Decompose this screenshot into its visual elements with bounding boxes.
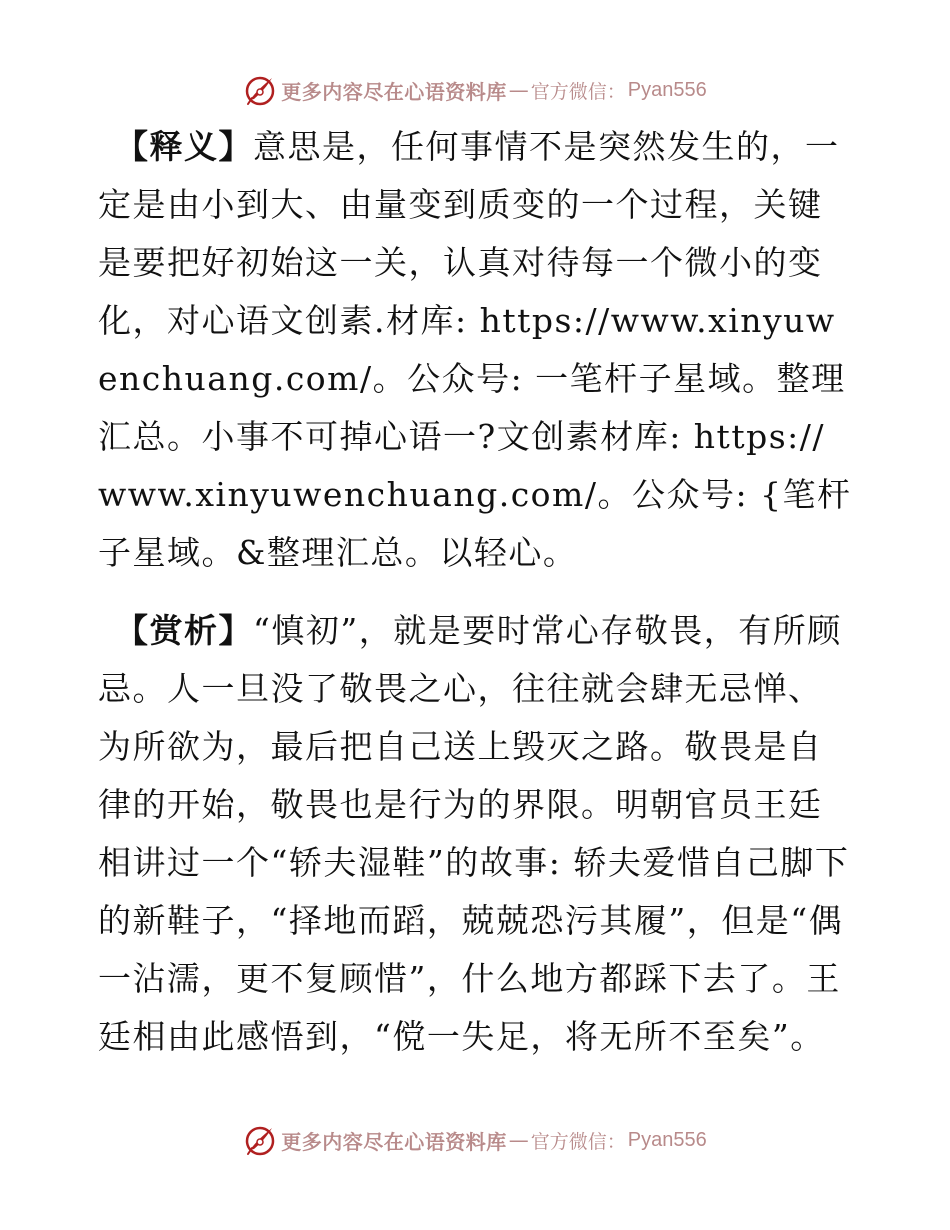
banner-separator: — bbox=[508, 78, 529, 102]
interpretation-label: 【释义】 bbox=[115, 127, 253, 166]
banner-site-text: 更多内容尽在心语资料库 bbox=[281, 1129, 507, 1154]
appreciation-text: “慎初”，就是要时常心存敬畏，有所顾忌。人一旦没了敬畏之心，往往就会肆无忌惮、为所欲为，最后把自己送上毁灭之路。敬畏是自律的开始，敬畏也是行为的界限。明朝官员王廷相讲过一个“轿夫湿鞋”的故事: 轿夫爱惜自己脚下的新鞋子，“择地而蹈，兢兢恐污其履”，但是“偶一沾濡，更不复顾惜”，什么地方都踩下去了。王廷相由此感悟到，“傥一失足，将无所不至矣”。 bbox=[98, 611, 850, 1056]
interpretation-paragraph bbox=[98, 118, 853, 582]
interpretation-text: 意思是，任何事情不是突然发生的，一定是由小到大、由量变到质变的一个过程，关键是要把好初始这一关，认真对待每一个微小的变化，对心语文创素.材库: https://www.xinyuwenchuang.com/。公众号: 一笔杆子星域。整理汇总。小事不可掉心语一?文创素材库: https://www.xinyuwenchuang.com/。公众号: {笔杆子星域。&整理汇总。以轻心。 bbox=[98, 127, 852, 572]
quill-logo-icon bbox=[243, 73, 277, 107]
appreciation-label: 【赏析】 bbox=[115, 611, 253, 650]
quill-logo-icon bbox=[243, 1123, 277, 1157]
banner-site-text: 更多内容尽在心语资料库 bbox=[281, 79, 507, 104]
banner-wechat-label: 官方微信： bbox=[530, 1130, 626, 1153]
footer-banner bbox=[0, 1120, 950, 1160]
banner-wechat-id: Pyan556 bbox=[627, 1128, 707, 1151]
appreciation-paragraph bbox=[98, 602, 853, 1066]
banner-wechat-label: 官方微信： bbox=[530, 80, 626, 103]
banner-wechat-id: Pyan556 bbox=[627, 78, 707, 101]
banner-separator: — bbox=[508, 1128, 529, 1152]
header-banner bbox=[0, 70, 950, 110]
